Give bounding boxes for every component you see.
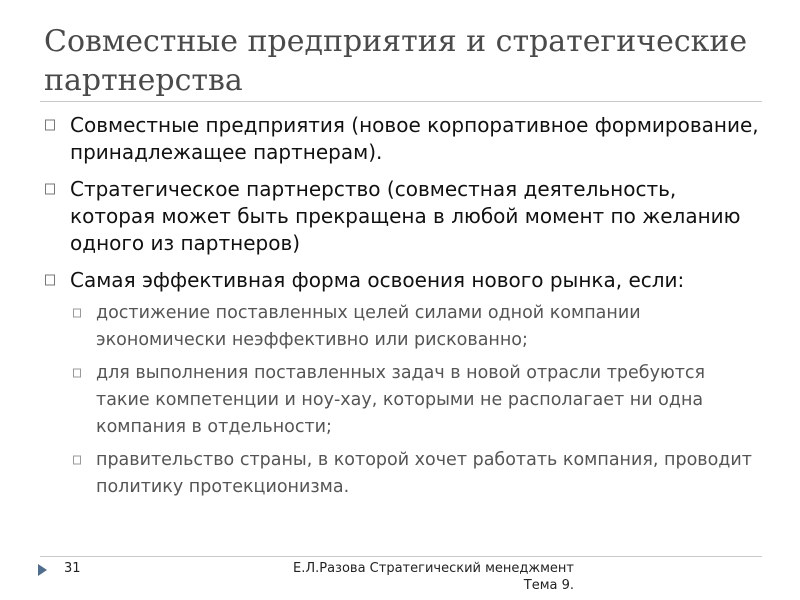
- slide-title: Совместные предприятия и стратегические партнерства: [44, 24, 748, 98]
- small-square-bullet-icon: [72, 366, 82, 380]
- sub-bullet-competencies: [44, 360, 764, 441]
- small-square-bullet-icon: [72, 453, 82, 467]
- small-square-bullet-icon: [72, 306, 82, 320]
- square-outline-bullet-icon: [44, 272, 56, 288]
- play-triangle-icon: [36, 563, 48, 577]
- sub-bullet-text: для выполнения поставленных задач в новой отрасли требуются такие компетенции и ноу-хау, которыми не располагает ни одна компания в отдельности;: [96, 363, 706, 437]
- sub-bullet-inefficient: [44, 300, 764, 354]
- bullet-strategic-partnership: [44, 176, 764, 257]
- bullet-effective-form: [44, 267, 764, 294]
- sub-bullet-text: правительство страны, в которой хочет работать компания, проводит политику протекционизма.: [96, 450, 752, 497]
- square-outline-bullet-icon: [44, 181, 56, 197]
- bullet-text: Стратегическое партнерство (совместная деятельность, которая может быть прекращена в любой момент по желанию одного из партнеров): [70, 177, 741, 255]
- footer-topic: Тема 9.: [523, 578, 574, 593]
- footer-divider: [40, 556, 762, 557]
- bullet-text: Самая эффективная форма освоения нового рынка, если:: [70, 268, 685, 292]
- slide-content: [44, 112, 764, 507]
- bullet-joint-ventures: [44, 112, 764, 166]
- slide-number: 31: [64, 561, 81, 576]
- sub-bullet-protectionism: [44, 447, 764, 501]
- footer-caption: [254, 560, 574, 594]
- sub-bullet-text: достижение поставленных целей силами одной компании экономически неэффективно или рискованно;: [96, 303, 641, 350]
- title-divider: [40, 101, 762, 102]
- bullet-text: Совместные предприятия (новое корпоративное формирование, принадлежащее партнерам).: [70, 113, 759, 164]
- footer-author-course: Е.Л.Разова Стратегический менеджмент: [293, 561, 574, 576]
- square-outline-bullet-icon: [44, 117, 56, 133]
